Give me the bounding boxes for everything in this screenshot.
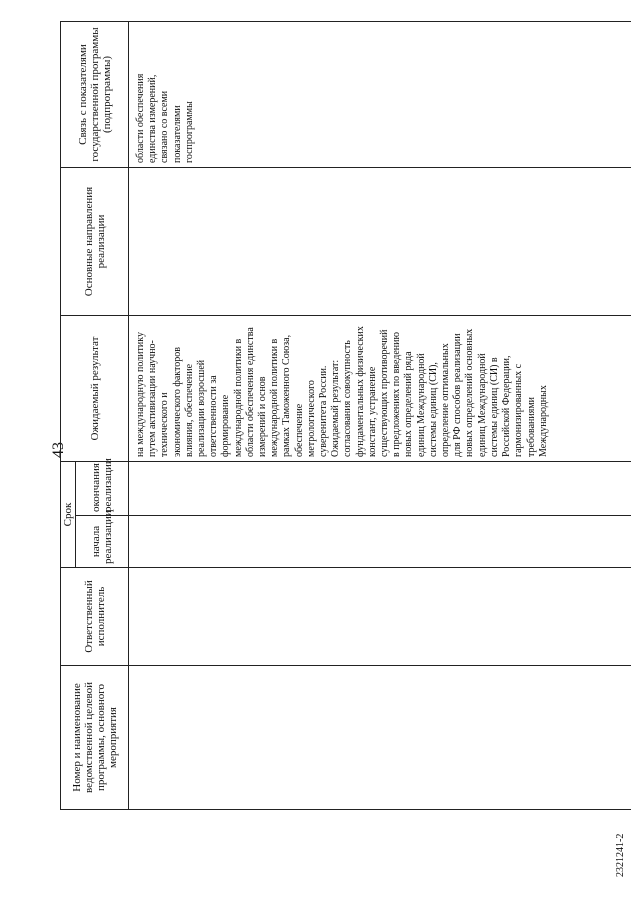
page-number: 43: [50, 442, 67, 458]
program-table: [60, 21, 631, 810]
cell-indicator-link: области обеспечения единства измерений, связано со всеми показателями госпрограммы: [129, 22, 632, 168]
header-period-start: начала реализации: [76, 516, 129, 568]
table-row: [129, 22, 632, 810]
header-period: Срок: [61, 462, 76, 568]
document-code: 2321241-2: [615, 833, 626, 877]
header-main-directions: Основные направления реализации: [61, 168, 129, 316]
header-program-name: Номер и наименование ведомственной целевой программы, основного мероприятия: [61, 666, 129, 810]
header-executor: Ответственный исполнитель: [61, 568, 129, 666]
cell-program-name: [129, 666, 632, 810]
header-expected-result: Ожидаемый результат: [61, 316, 129, 462]
cell-main-directions: [129, 168, 632, 316]
cell-start: [129, 516, 632, 568]
table-header-row: [61, 22, 76, 810]
cell-executor: [129, 568, 632, 666]
header-indicator-link: Связь с показателями государственной программы (подпрограммы): [61, 22, 129, 168]
header-period-end: окончания реализации: [76, 462, 129, 516]
cell-expected-result: на международную политику путем активизации научно- технического и экономического факторов влияния, обеспечение реализации возросшей ответственности за формирование международной политики в области обеспечения единства измерений и основ международной политики в рамках Таможенного Союза, обеспечение метрологического суверенитета России. Ожидаемый результат: согласования совокупность фундаментальных физических констант, устранение существующих противоречий в предложениях по введению новых определений ряда единиц Международной системы единиц (СИ), определение оптимальных для РФ способов реализации новых определений основных единиц Международной системы единиц (СИ) в Российской Федерации, гармонизированных с требованиями Международных: [129, 316, 632, 462]
cell-end: [129, 462, 632, 516]
